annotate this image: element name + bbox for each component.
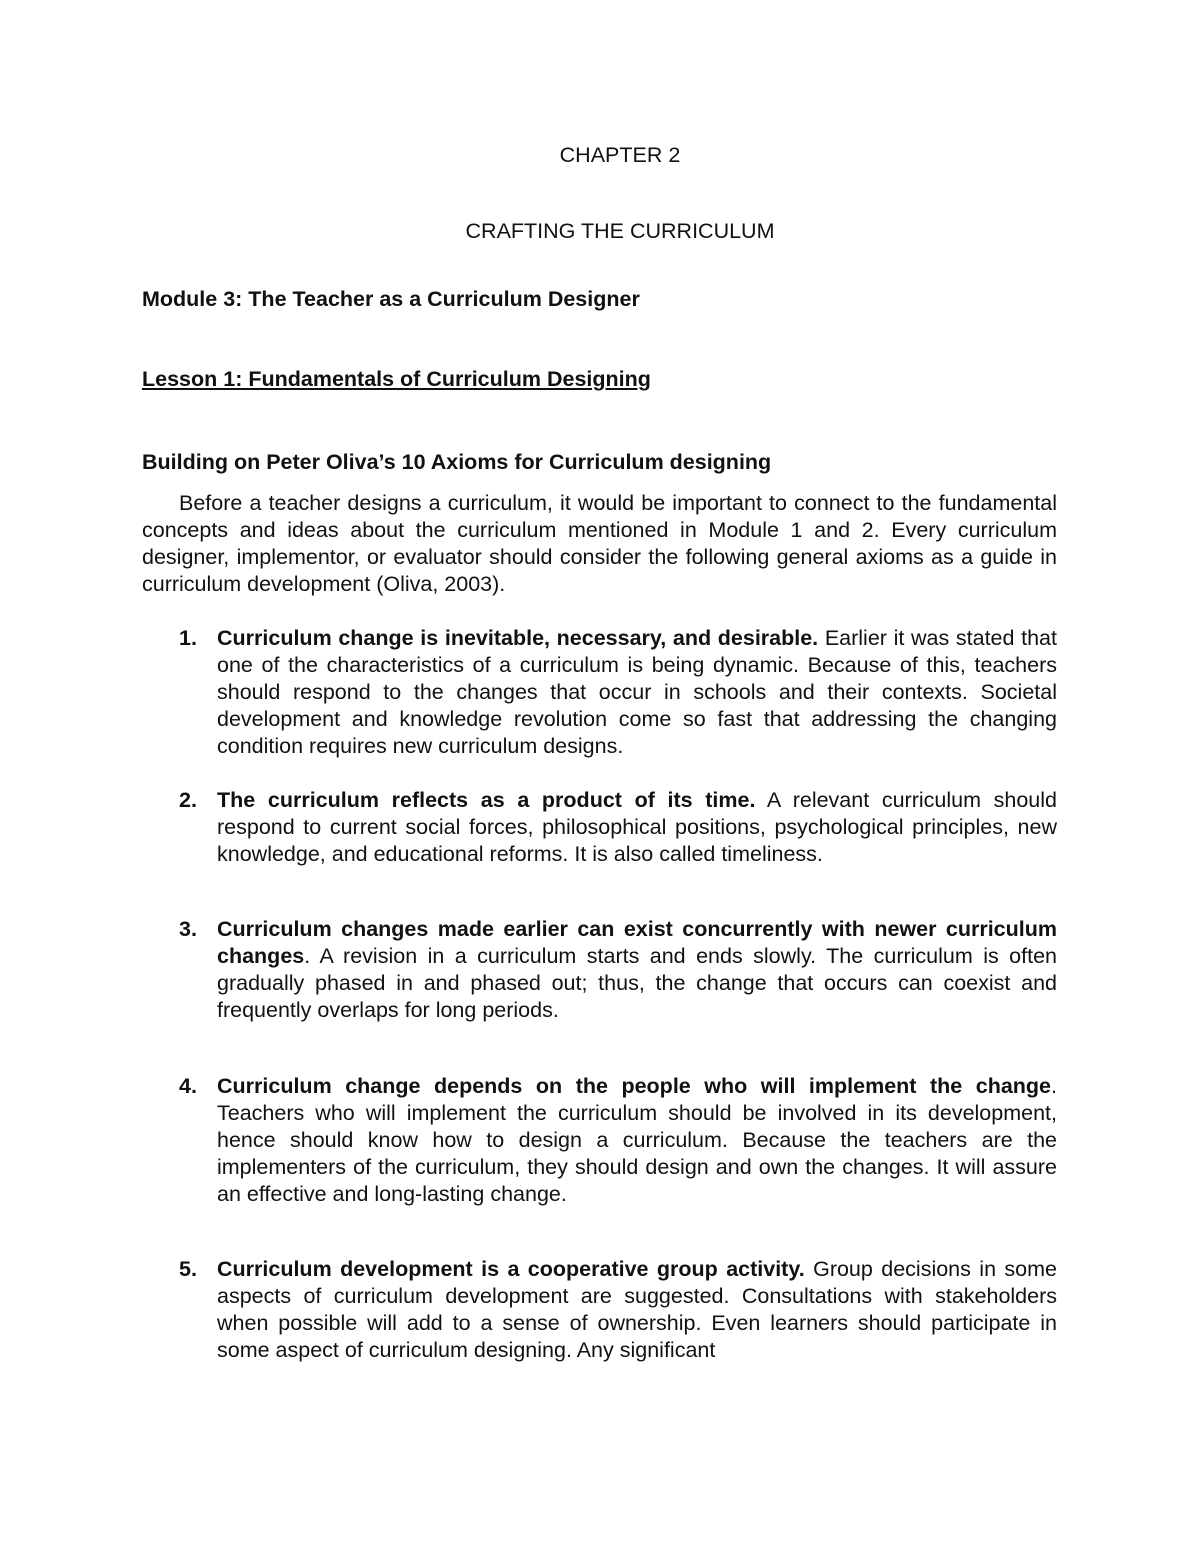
axiom-item-3 [179,916,1057,1024]
axiom-number: 2. [179,788,197,812]
axiom-heading: Curriculum changes made earlier can exist concurrently with newer curriculum changes [217,917,1057,968]
axiom-item-4 [179,1073,1057,1208]
axiom-heading: The curriculum reflects as a product of its time. [217,788,756,812]
lesson-heading: Lesson 1: Fundamentals of Curriculum Designing [142,367,651,391]
chapter-label: CHAPTER 2 [559,143,681,167]
axiom-number: 4. [179,1074,197,1098]
axiom-body: A relevant curriculum should respond to current social forces, philosophical positions, psychological principles, new knowledge, and educational reforms. It is also called timeliness. [217,788,1057,866]
axiom-number: 1. [179,626,197,650]
axiom-body: . Teachers who will implement the curriculum should be involved in its development, hence should know how to design a curriculum. Because the teachers are the implementers of the curriculum, they should design and own the changes. It will assure an effective and long-lasting change. [217,1074,1057,1206]
chapter-title: CRAFTING THE CURRICULUM [465,219,775,243]
axiom-item-2 [179,787,1057,868]
intro-paragraph: Before a teacher designs a curriculum, it would be important to connect to the fundamental concepts and ideas about the curriculum mentioned in Module 1 and 2. Every curriculum designer, implementor, or evaluator should consider the following general axioms as a guide in curriculum development (Oliva, 2003). [142,491,1057,596]
axiom-body: Earlier it was stated that one of the characteristics of a curriculum is being dynamic. Because of this, teachers should respond to the changes that occur in schools and their contexts. Societal development and knowledge revolution come so fast that addressing the changing condition requires new curriculum designs. [217,626,1057,758]
axiom-number: 5. [179,1257,197,1281]
axiom-body: Group decisions in some aspects of curriculum development are suggested. Consultations with stakeholders when possible will add to a sense of ownership. Even learners should participate in some aspect of curriculum designing. Any significant [217,1257,1058,1362]
axiom-heading: Curriculum development is a cooperative group activity. [217,1257,805,1281]
axiom-item-1 [179,625,1057,760]
axiom-number: 3. [179,917,197,941]
section-heading: Building on Peter Oliva’s 10 Axioms for Curriculum designing [142,450,772,474]
module-heading: Module 3: The Teacher as a Curriculum Designer [142,287,640,311]
axiom-body: . A revision in a curriculum starts and ends slowly. The curriculum is often gradually phased in and phased out; thus, the change that occurs can coexist and frequently overlaps for long periods. [217,944,1057,1022]
axiom-heading: Curriculum change is inevitable, necessary, and desirable. [217,626,819,650]
axiom-item-5 [179,1256,1058,1364]
axiom-heading: Curriculum change depends on the people who will implement the change [217,1074,1052,1098]
